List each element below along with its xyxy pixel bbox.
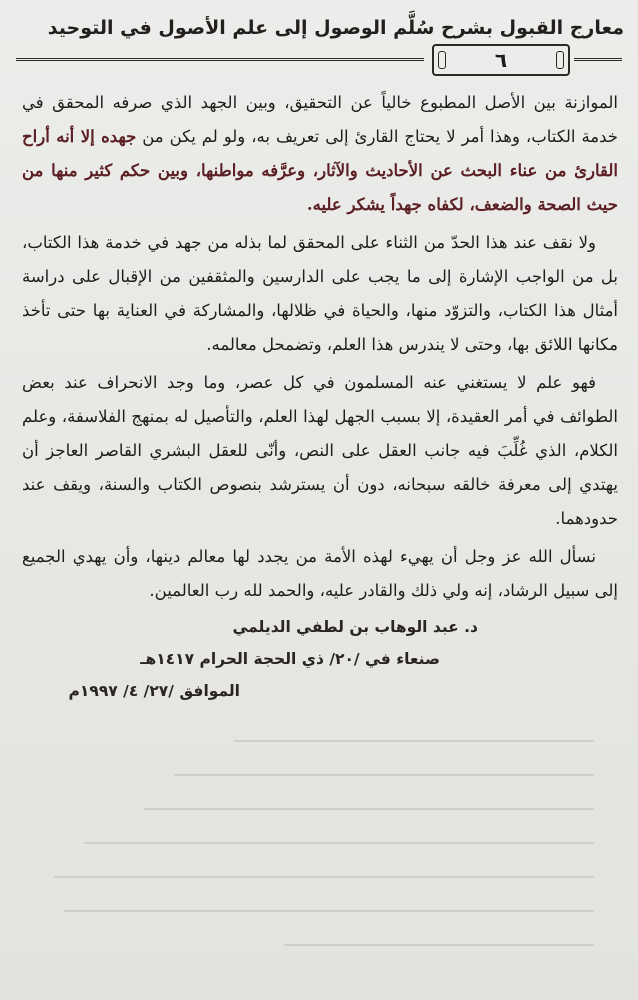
paragraph-2-text: ولا نقف عند هذا الحدّ من الثناء على المحقق لما بذله من جهد في خدمة هذا الكتاب، بل من الواجب الإشارة إلى ما يجب على الدارسين والمثقفين من الإقبال على دراسة أمثال هذا الكتاب، والتزوّد منها، والحياة في ظلالها، والمشاركة في العناية بها حتى تأخذ مكانها اللائق بها، وحتى لا يندرس هذا العلم، وتضمحل معالمه.: [22, 233, 618, 354]
paragraph-1: [22, 86, 618, 222]
paragraph-1-highlight: جهده إلا أنه أراح القارئ من عناء البحث عن الأحاديث والآثار، وعرَّفه مواطنها، وبين حكم كثير منها من حيث الصحة والضعف، لكفاه جهداً يشكر عليه.: [22, 127, 618, 214]
paragraph-4: [22, 540, 618, 608]
paragraph-1-text: الموازنة بين الأصل المطبوع خالياً عن التحقيق، وبين الجهد الذي صرفه المحقق في خدمة الكتاب، وهذا أمر لا يحتاج القارئ إلى تعريف به، ولو لم يكن من: [22, 93, 618, 146]
hijri-date: صنعاء في /٢٠/ ذي الحجة الحرام ١٤١٧هـ: [140, 650, 440, 668]
bleed-through-text: [24, 730, 614, 980]
gregorian-date: الموافق /٢٧/ ٤/ ١٩٩٧م: [68, 682, 240, 700]
body-text: [22, 86, 618, 612]
page-number-box: [432, 44, 570, 76]
header-rule-left: [16, 58, 424, 61]
running-header-title: معارج القبول بشرح سُلَّم الوصول إلى علم الأصول في التوحيد: [47, 17, 624, 39]
paragraph-4-text: نسأل الله عز وجل أن يهيء لهذه الأمة من يجدد لها معالم دينها، وأن يهدي الجميع إلى سبيل الرشاد، إنه ولي ذلك والقادر عليه، والحمد لله رب العالمين.: [22, 547, 618, 600]
page-number: ٦: [494, 48, 508, 72]
paragraph-3-text: فهو علم لا يستغني عنه المسلمون في كل عصر، وما وجد الانحراف عند بعض الطوائف في أمر العقيدة، إلا بسبب الجهل لهذا العلم، والتأصيل له بمنهج الفلاسفة، وعلم الكلام، الذي غُلِّبَ فيه جانب العقل على النص، وأنّى للعقل البشري القاصر العاجز أن يهتدي إلى معرفة خالقه سبحانه، دون أن يسترشد بنصوص الكتاب والسنة، ويقف عند حدودهما.: [22, 373, 618, 528]
author-name: د. عبد الوهاب بن لطفي الديلمي: [232, 618, 478, 636]
header-rule-right: [574, 58, 622, 61]
paragraph-3: [22, 366, 618, 536]
paragraph-2: [22, 226, 618, 362]
